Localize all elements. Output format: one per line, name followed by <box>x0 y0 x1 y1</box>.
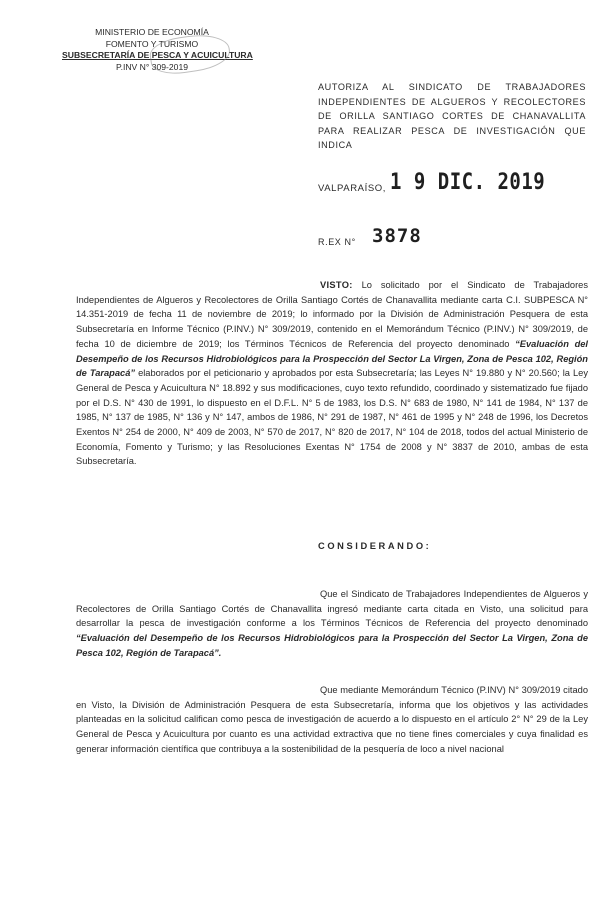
resolution-number-label: R.EX N° <box>318 237 356 247</box>
ministry-subname: FOMENTO Y TURISMO <box>105 38 199 49</box>
visto-project-title: “Evaluación del Desempeño de los Recursos Hidrobiológicos para la Prospección del Sector La Virgen, Zona de Pesca 102, Región de Tarapacá” <box>76 338 589 379</box>
resolution-date: 1 9 DIC. 2019 <box>390 169 546 195</box>
visto-paragraph <box>76 278 588 469</box>
place-label: VALPARAÍSO, <box>318 183 387 194</box>
pinv-reference: P.INV N° 309-2019 <box>115 61 189 72</box>
visto-heading: VISTO: <box>320 280 353 290</box>
visto-text-b: elaborados por el peticionario y aprobados por esta Subsecretaría; las Leyes N° 19.880 y N° 20.560; la Ley General de Pesca y Acuicultura N° 18.892 y sus modificaciones, cuyo texto refundido, coordinado y sistematizado fue fijado por el D.S. N° 430 de 1991, lo dispuesto en el D.F.L. N° 5 de 1983, los D.S. N° 683 de 1980, N° 141 de 1984, N° 137 de 1985, N° 137 de 1985, N° 136 y N° 147, ambos de 1986, N° 291 de 1987, N° 461 de 1995 y N° 248 de 1996, los Decretos Exentos N° 254 de 2000, N° 409 de 2003, N° 570 de 2017, N° 820 de 2017, N° 104 de 2018, todos del actual Ministerio de Economía, Fomento y Turismo; y las Resoluciones Exentas N° 1754 de 2008 y N° 3837 de 2010, ambas de esta Subsecretaría. <box>76 368 588 467</box>
resolution-number: 3878 <box>372 225 422 247</box>
visto-text-a: Lo solicitado por el Sindicato de Trabajadores Independientes de Algueros y Recolectores de Orilla Santiago Cortés de Chanavallita mediante carta C.I. SUBPESCA N° 14.351-2019 de fecha 11 de noviembre de 2019; lo informado por la División de Administración Pesquera de esta Subsecretaría en Informe Técnico (P.INV.) N° 309/2019, contenido en el Memorándum Técnico (P.INV.) N° 309/2019, de fecha 10 de diciembre de 2019; los Términos Técnicos de Referencia del proyecto denominado <box>76 280 588 349</box>
ministry-name: MINISTERIO DE ECONOMÍA <box>95 27 209 37</box>
subsecretaria-name: SUBSECRETARÍA DE PESCA Y ACUICULTURA <box>62 50 253 60</box>
considerando-paragraph-2: Que mediante Memorándum Técnico (P.INV) N° 309/2019 citado en Visto, la División de Administración Pesquera de esta Subsecretaría, informa que los objetivos y las actividades planteadas en la solicitud califican como pesca de investigación de acuerdo a lo dispuesto en el artículo 2° N° 29 de la Ley General de Pesca y Acuicultura por cuanto es una actividad extractiva que no tiene fines comerciales y cuya finalidad es generar información científica que contribuya a la sostenibilidad de la pesquería de loco a nivel nacional <box>76 685 588 754</box>
considerando-paragraph-1 <box>76 587 588 661</box>
resolution-title: AUTORIZA AL SINDICATO DE TRABAJADORES INDEPENDIENTES DE ALGUEROS Y RECOLECTORES DE ORILLA SANTIAGO CORTES DE CHANAVALLITA PARA REALIZAR PESCA DE INVESTIGACIÓN QUE INDICA <box>318 82 586 150</box>
considerando-1-text-a: Que el Sindicato de Trabajadores Independientes de Algueros y Recolectores de Orilla Santiago Cortés de Chanavallita ingresó mediante carta citada en Visto, una solicitud para desarrollar la pesca de investigación conforme a los Términos Técnicos de Referencia del proyecto denominado <box>76 589 588 629</box>
considerando-1-project-title: “Evaluación del Desempeño de los Recursos Hidrobiológicos para la Prospección del Sector La Virgen, Zona de Pesca 102, Región de Tarapacá”. <box>76 633 588 658</box>
considerando-heading: CONSIDERANDO: <box>318 541 432 551</box>
